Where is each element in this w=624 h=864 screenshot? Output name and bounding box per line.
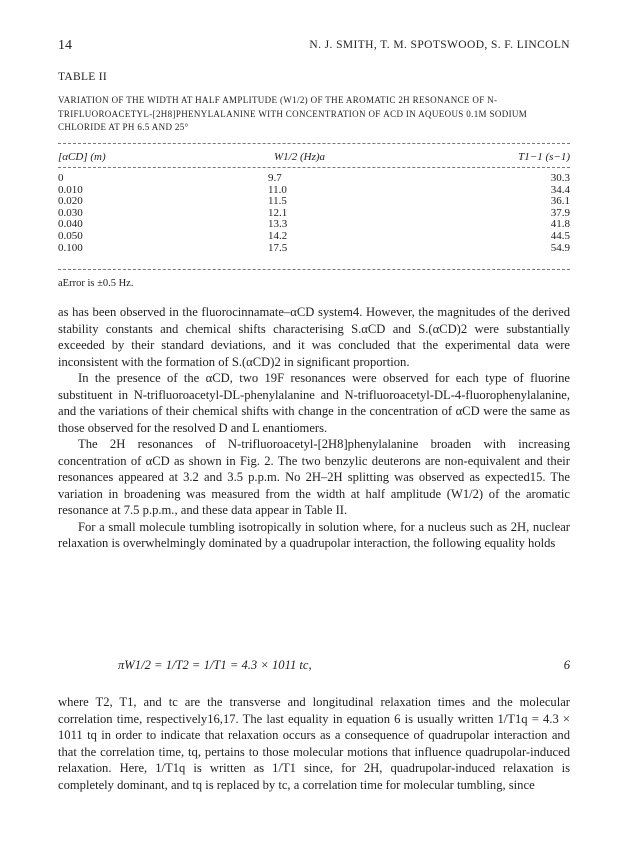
equation-number: 6 (563, 658, 570, 672)
table-cell: 54.9 (550, 241, 570, 254)
running-header-authors: N. J. SMITH, T. M. SPOTSWOOD, S. F. LINCOLN (309, 39, 570, 51)
table-cell: 0.040 (58, 218, 83, 231)
equation: πW1/2 = 1/T2 = 1/T1 = 4.3 × 1011 tc, (118, 658, 312, 672)
data-table (58, 147, 570, 254)
table-cell: 44.5 (550, 229, 570, 242)
table-cell: 11.0 (268, 183, 287, 196)
table-cell: 0.020 (58, 195, 83, 208)
paragraph: where T2, T1, and tc are the transverse and longitudinal relaxation times and the molecular correlation time, respectively16,17. The last equality in equation 6 is usually written 1/T1q = 4.3 × 1011 tq in order to indicate that relaxation occurs as a consequence of quadrupolar interaction and that the correlation time, tq, pertains to those molecular motions that influence quadrupolar-induced relaxation. Here, 1/T1q is written as 1/T1 since, for 2H, quadrupolar-induced relaxation is completely dominant, and tq is replaced by tc, a correlation time for molecular tumbling, since (58, 695, 570, 792)
table-cell: 41.8 (550, 218, 570, 231)
table-cell: 12.1 (268, 206, 288, 219)
table-row (58, 208, 570, 220)
table-cell: 0.030 (58, 206, 83, 219)
table-label: TABLE II (58, 71, 108, 83)
table-cell: 11.5 (268, 195, 287, 208)
body-text-lower (58, 694, 570, 793)
table-cell: 9.7 (268, 172, 282, 184)
table-row (58, 219, 570, 231)
table-row (58, 231, 570, 243)
table-header-row (58, 147, 570, 167)
column-header: T1−1 (s−1) (518, 151, 570, 163)
table-row (58, 173, 570, 185)
table-bottom-rule (58, 269, 570, 270)
table-caption: VARIATION OF THE WIDTH AT HALF AMPLITUDE (W1/2) OF THE AROMATIC 2H RESONANCE OF N-TRIFLUOROACETYL-[2H8]PHENYLALANINE WITH CONCENTRATION OF ΑCD IN AQUEOUS 0.1M SODIUM CHLORIDE AT PH 6.5 AND 25° (58, 95, 528, 132)
table-cell: 0.100 (58, 241, 83, 254)
table-cell: 0.010 (58, 183, 83, 196)
table-cell: 0 (58, 172, 64, 184)
table-row (58, 243, 570, 255)
table-row (58, 196, 570, 208)
table-cell: 30.3 (550, 172, 570, 184)
table-top-rule (58, 143, 570, 144)
paragraph: For a small molecule tumbling isotropically in solution where, for a nucleus such as 2H, nuclear relaxation is overwhelmingly dominated by a quadrupolar interaction, the following equality holds (58, 519, 570, 550)
paragraph: The 2H resonances of N-trifluoroacetyl-[2H8]phenylalanine broaden with increasing concentration of αCD as shown in Fig. 2. The two benzylic deuterons are non-equivalent and their resonances appeared at 3.2 and 3.5 p.p.m. No 2H–2H splitting was observed as expected15. The variation in broadening was measured from the width at half amplitude (W1/2) of the aromatic resonance at 7.5 p.p.m., and these data appear in Table II. (58, 437, 570, 517)
page-number: 14 (58, 38, 72, 53)
paragraph: as has been observed in the fluorocinnamate–αCD system4. However, the magnitudes of the derived stability constants and chemical shifts characterising S.αCD and S.(αCD)2 were substantially exceeded by their standard deviations, and it was concluded that the experimental data were inconsistent with the formation of S.(αCD)2 in significant proportion. (58, 305, 570, 369)
table-cell: 37.9 (550, 206, 570, 219)
table-cell: 14.2 (268, 229, 288, 242)
table-footnote: aError is ±0.5 Hz. (58, 278, 134, 289)
paragraph: In the presence of the αCD, two 19F resonances were observed for each type of fluorine substituent in N-trifluoroacetyl-DL-phenylalanine and N-trifluoroacetyl-DL-4-fluorophenylalanine, and the variations of their chemical shifts with change in the concentration of αCD were the same as those observed for the resolved D and L enantiomers. (58, 371, 570, 435)
table-row (58, 185, 570, 197)
table-cell: 17.5 (268, 241, 288, 254)
column-header: [αCD] (m) (58, 151, 106, 163)
table-cell: 13.3 (268, 218, 288, 231)
body-text-upper (58, 304, 570, 552)
table-cell: 0.050 (58, 229, 83, 242)
table-cell: 34.4 (550, 183, 570, 196)
column-header: W1/2 (Hz)a (274, 151, 326, 163)
table-cell: 36.1 (550, 195, 570, 208)
